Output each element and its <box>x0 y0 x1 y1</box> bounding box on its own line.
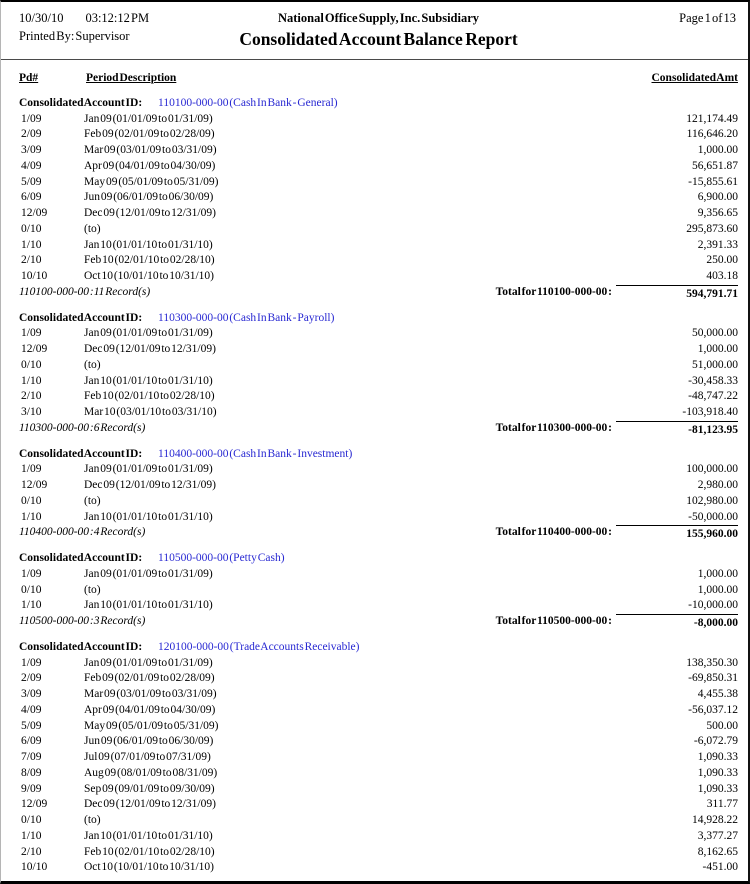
row-amount: 100,000.00 <box>686 463 738 476</box>
row-description: Apr 09 (04/01/09 to 04/30/09) <box>84 159 216 172</box>
row-description: Jan 10 (01/01/10 to 01/31/10) <box>84 599 213 612</box>
row-description: Jan 10 (01/01/10 to 01/31/10) <box>84 510 213 523</box>
total-amount: 594,791.71 <box>616 285 738 302</box>
row-pd: 12/09 <box>21 343 48 355</box>
row-pd: 10/10 <box>21 861 48 874</box>
row-pd: 5/09 <box>21 175 42 188</box>
table-row <box>19 782 738 798</box>
row-description: Oct 10 (10/01/10 to 10/31/10) <box>84 861 214 874</box>
row-pd: 2/09 <box>21 672 42 685</box>
table-row <box>19 389 738 405</box>
row-pd: 1/09 <box>21 656 42 669</box>
table-row <box>19 813 738 829</box>
section-rows <box>19 567 738 614</box>
account-id-label: Consolidated Account ID: <box>19 552 143 565</box>
account-id-link[interactable]: 110300-000-00 (Cash In Bank - Payroll) <box>158 311 335 324</box>
total-label: Total for 110400-000-00 : <box>495 526 612 539</box>
row-pd: 10/10 <box>21 270 48 282</box>
row-amount: -103,918.40 <box>682 406 738 418</box>
row-pd: 2/09 <box>21 128 42 141</box>
row-amount: -56,037.12 <box>688 703 738 716</box>
row-description: (to) <box>84 358 101 371</box>
section-rows <box>19 656 738 877</box>
table-row <box>19 719 738 735</box>
table-row <box>19 687 738 703</box>
report-body <box>19 95 738 876</box>
row-description: Feb 09 (02/01/09 to 02/28/09) <box>84 128 215 141</box>
row-description: Jun 09 (06/01/09 to 06/30/09) <box>84 191 214 204</box>
row-description: Feb 10 (02/01/10 to 02/28/10) <box>84 254 215 267</box>
table-row <box>19 734 738 750</box>
table-row <box>19 127 738 143</box>
table-row <box>19 112 738 128</box>
row-description: Sep 09 (09/01/09 to 09/30/09) <box>84 782 215 795</box>
row-amount: 1,000.00 <box>697 583 738 596</box>
row-amount: -15,855.61 <box>688 175 738 188</box>
row-description: Dec 09 (12/01/09 to 12/31/09) <box>84 798 216 811</box>
row-description: Jun 09 (06/01/09 to 06/30/09) <box>84 735 214 748</box>
table-row <box>19 494 738 510</box>
row-amount: 1,000.00 <box>697 144 738 156</box>
row-pd: 4/09 <box>21 703 42 716</box>
total-label: Total for 110300-000-00 : <box>495 421 612 434</box>
row-amount: 9,356.65 <box>697 207 738 219</box>
records-count: 110500-000-00 :3 Record(s) <box>19 615 146 627</box>
row-pd: 5/09 <box>21 719 42 732</box>
account-id-label: Consolidated Account ID: <box>19 311 143 324</box>
table-row <box>19 598 738 614</box>
row-description: Jan 09 (01/01/09 to 01/31/09) <box>84 463 213 476</box>
row-description: Jan 09 (01/01/09 to 01/31/09) <box>84 327 213 340</box>
table-row <box>19 797 738 813</box>
table-row <box>19 175 738 191</box>
row-pd: 2/10 <box>21 254 42 267</box>
account-section <box>19 550 738 631</box>
printed-by-value: Supervisor <box>75 29 130 43</box>
row-amount: 295,873.60 <box>686 222 738 235</box>
row-description: Jan 09 (01/01/09 to 01/31/09) <box>84 567 213 580</box>
total-amount: -8,000.00 <box>616 614 738 631</box>
account-section-header <box>19 310 738 327</box>
table-row <box>19 253 738 269</box>
row-pd: 2/10 <box>21 390 42 403</box>
row-amount: 8,162.65 <box>697 845 738 858</box>
row-amount: 1,000.00 <box>697 343 738 355</box>
table-row <box>19 238 738 254</box>
records-count: 110100-000-00 :11 Record(s) <box>19 285 151 298</box>
row-description: Feb 10 (02/01/10 to 02/28/10) <box>84 390 215 403</box>
row-pd: 3/10 <box>21 406 42 418</box>
row-pd: 0/10 <box>21 222 42 235</box>
section-rows <box>19 462 738 525</box>
row-description: Feb 10 (02/01/10 to 02/28/10) <box>84 845 215 858</box>
total-amount: 155,960.00 <box>616 525 738 542</box>
row-description: Apr 09 (04/01/09 to 04/30/09) <box>84 703 216 716</box>
column-header-period-description: Period Description <box>86 72 177 84</box>
row-pd: 6/09 <box>21 735 42 748</box>
row-amount: 311.77 <box>706 798 738 811</box>
row-description: Mar 09 (03/01/09 to 03/31/09) <box>84 144 217 156</box>
report-header-row1 <box>19 10 738 27</box>
row-description: May 09 (05/01/09 to 05/31/09) <box>84 175 219 188</box>
row-description: (to) <box>84 583 101 596</box>
row-pd: 1/09 <box>21 112 42 125</box>
records-count: 110300-000-00 :6 Record(s) <box>19 421 146 434</box>
account-id-label: Consolidated Account ID: <box>19 97 143 109</box>
account-section-header <box>19 95 738 112</box>
table-row <box>19 860 738 876</box>
row-description: Feb 09 (02/01/09 to 02/28/09) <box>84 672 215 685</box>
row-pd: 4/09 <box>21 159 42 172</box>
row-amount: 1,090.33 <box>697 782 738 795</box>
table-row <box>19 845 738 861</box>
row-amount: -69,850.31 <box>688 672 738 685</box>
account-id-link[interactable]: 110400-000-00 (Cash In Bank - Investment) <box>158 447 353 460</box>
total-label: Total for 110500-000-00 : <box>495 615 612 627</box>
table-row <box>19 583 738 599</box>
row-amount: -10,000.00 <box>688 599 738 612</box>
row-amount: 1,090.33 <box>697 766 738 779</box>
row-amount: 500.00 <box>706 719 738 732</box>
row-pd: 6/09 <box>21 191 42 204</box>
table-row <box>19 671 738 687</box>
report-header-row2 <box>19 27 738 51</box>
table-row <box>19 656 738 672</box>
section-footer <box>19 285 738 302</box>
table-row <box>19 766 738 782</box>
account-id-label: Consolidated Account ID: <box>19 641 143 653</box>
row-pd: 1/10 <box>21 238 42 251</box>
row-pd: 1/10 <box>21 599 42 612</box>
row-pd: 2/10 <box>21 845 42 858</box>
row-amount: 3,377.27 <box>697 829 738 842</box>
table-row <box>19 829 738 845</box>
table-row <box>19 703 738 719</box>
account-id-label: Consolidated Account ID: <box>19 447 143 460</box>
row-amount: 6,900.00 <box>697 191 738 204</box>
printed-by <box>19 29 130 44</box>
row-description: May 09 (05/01/09 to 05/31/09) <box>84 719 219 732</box>
table-row <box>19 159 738 175</box>
row-description: (to) <box>84 494 101 507</box>
table-row <box>19 206 738 222</box>
row-amount: -6,072.79 <box>693 735 738 748</box>
row-amount: 4,455.38 <box>697 688 738 700</box>
row-description: Aug 09 (08/01/09 to 08/31/09) <box>84 766 218 779</box>
table-row <box>19 405 738 421</box>
row-amount: -50,000.00 <box>688 510 738 523</box>
row-amount: -48,747.22 <box>688 390 738 403</box>
row-description: Jul 09 (07/01/09 to 07/31/09) <box>84 751 211 763</box>
report-title: Consolidated Account Balance Report <box>239 29 518 49</box>
row-amount: -30,458.33 <box>688 374 738 387</box>
row-amount: 51,000.00 <box>692 358 738 371</box>
row-pd: 12/09 <box>21 207 48 219</box>
records-count: 110400-000-00 :4 Record(s) <box>19 526 146 539</box>
page-number: Page 1 of 13 <box>679 11 736 25</box>
table-row <box>19 374 738 390</box>
row-pd: 1/10 <box>21 829 42 842</box>
table-row <box>19 342 738 358</box>
account-section <box>19 95 738 302</box>
row-description: Mar 09 (03/01/09 to 03/31/09) <box>84 688 217 700</box>
row-pd: 1/10 <box>21 510 42 523</box>
row-pd: 9/09 <box>21 782 42 795</box>
row-pd: 7/09 <box>21 751 42 763</box>
company-name: National Office Supply, Inc. Subsidiary <box>277 11 480 25</box>
row-amount: 2,391.33 <box>697 238 738 251</box>
section-footer <box>19 614 738 631</box>
row-amount: 56,651.87 <box>692 159 738 172</box>
account-id-link[interactable]: 110100-000-00 (Cash In Bank - General) <box>158 97 338 109</box>
table-row <box>19 190 738 206</box>
row-pd: 0/10 <box>21 494 42 507</box>
row-pd: 12/09 <box>21 798 48 811</box>
row-pd: 3/09 <box>21 688 42 700</box>
column-header-pd: Pd# <box>19 72 39 84</box>
table-row <box>19 478 738 494</box>
row-pd: 1/09 <box>21 463 42 476</box>
row-amount: 121,174.49 <box>686 112 738 125</box>
account-id-link[interactable]: 110500-000-00 (Petty Cash) <box>158 552 285 565</box>
row-description: Jan 10 (01/01/10 to 01/31/10) <box>84 374 213 387</box>
row-description: Dec 09 (12/01/09 to 12/31/09) <box>84 343 216 355</box>
section-footer <box>19 421 738 438</box>
column-headers <box>19 70 738 87</box>
row-pd: 1/09 <box>21 567 42 580</box>
table-row <box>19 462 738 478</box>
account-section-header <box>19 550 738 567</box>
total-amount: -81,123.95 <box>616 421 738 438</box>
row-amount: -451.00 <box>702 861 738 874</box>
row-pd: 8/09 <box>21 766 42 779</box>
row-description: Jan 09 (01/01/09 to 01/31/09) <box>84 112 213 125</box>
account-section <box>19 639 738 876</box>
printed-by-label: Printed By: <box>19 29 75 43</box>
row-pd: 0/10 <box>21 814 42 826</box>
row-pd: 0/10 <box>21 358 42 371</box>
row-pd: 1/10 <box>21 374 42 387</box>
row-amount: 50,000.00 <box>692 327 738 340</box>
row-pd: 1/09 <box>21 327 42 340</box>
account-section <box>19 446 738 543</box>
table-row <box>19 326 738 342</box>
row-description: Oct 10 (10/01/10 to 10/31/10) <box>84 270 214 282</box>
report-time: 03:12:12 PM <box>85 11 150 25</box>
row-description: (to) <box>84 814 101 826</box>
row-amount: 102,980.00 <box>686 494 738 507</box>
account-section <box>19 310 738 438</box>
account-section-header <box>19 446 738 463</box>
row-description: Mar 10 (03/01/10 to 03/31/10) <box>84 406 217 418</box>
table-row <box>19 222 738 238</box>
row-description: (to) <box>84 222 101 235</box>
row-amount: 1,090.33 <box>697 751 738 763</box>
table-row <box>19 269 738 285</box>
row-amount: 14,928.22 <box>692 814 738 826</box>
row-description: Jan 10 (01/01/10 to 01/31/10) <box>84 238 213 251</box>
row-description: Dec 09 (12/01/09 to 12/31/09) <box>84 207 216 219</box>
table-row <box>19 567 738 583</box>
section-rows <box>19 112 738 285</box>
section-footer <box>19 525 738 542</box>
row-amount: 2,980.00 <box>697 479 738 491</box>
total-label: Total for 110100-000-00 : <box>495 285 612 298</box>
row-amount: 116,646.20 <box>686 128 738 141</box>
header-datetime <box>19 10 149 27</box>
column-header-amount: Consolidated Amt <box>651 72 738 84</box>
table-row <box>19 358 738 374</box>
table-row <box>19 510 738 526</box>
row-amount: 250.00 <box>706 254 738 267</box>
row-pd: 3/09 <box>21 144 42 156</box>
report-date: 10/30/10 <box>19 11 64 25</box>
account-section-header <box>19 639 738 656</box>
row-description: Jan 09 (01/01/09 to 01/31/09) <box>84 656 213 669</box>
row-description: Dec 09 (12/01/09 to 12/31/09) <box>84 479 216 491</box>
header-divider <box>0 59 749 60</box>
row-pd: 0/10 <box>21 583 42 596</box>
section-rows <box>19 326 738 421</box>
table-row <box>19 143 738 159</box>
account-id-link[interactable]: 120100-000-00 (Trade Accounts Receivable) <box>158 641 360 653</box>
row-description: Jan 10 (01/01/10 to 01/31/10) <box>84 829 213 842</box>
row-amount: 403.18 <box>706 270 738 282</box>
table-row <box>19 750 738 766</box>
row-amount: 138,350.30 <box>686 656 738 669</box>
row-amount: 1,000.00 <box>697 567 738 580</box>
row-pd: 12/09 <box>21 479 48 491</box>
